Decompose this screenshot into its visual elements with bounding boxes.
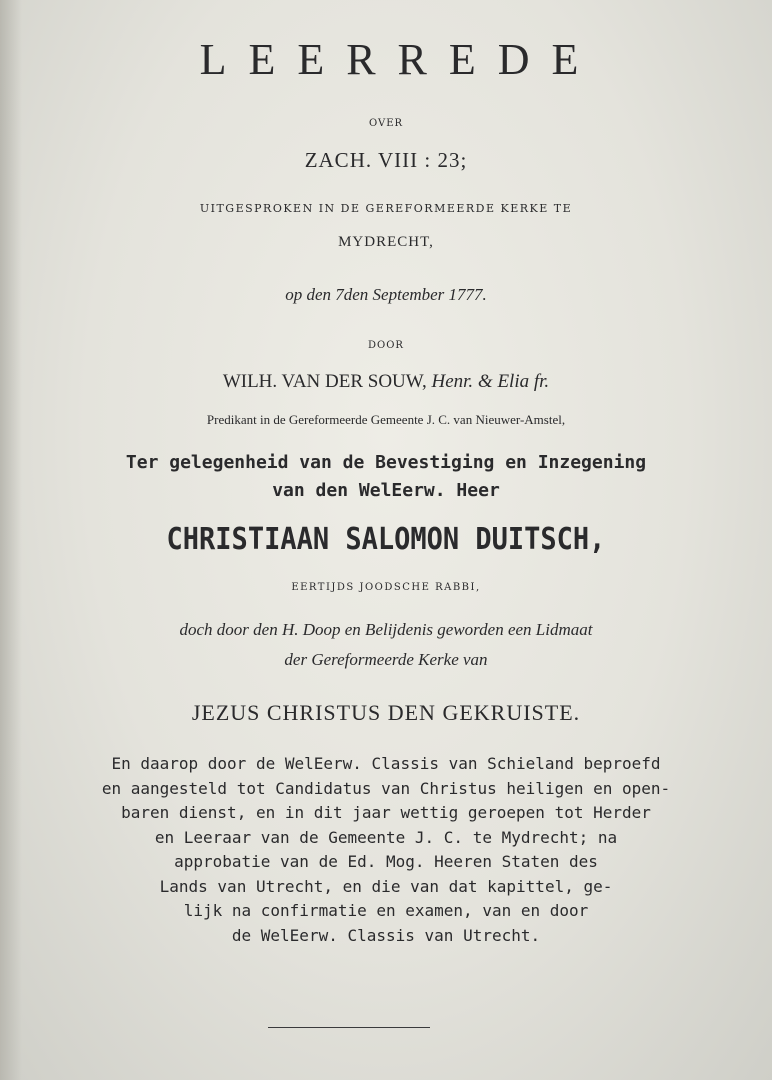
paragraph-line: approbatie van de Ed. Mog. Heeren Staten des (174, 852, 598, 871)
author-suffix: Henr. & Elia fr. (431, 371, 550, 392)
door-label: DOOR (368, 340, 404, 351)
paragraph-line: En daarop door de WelEerw. Classis van Schieland beproefd (111, 754, 661, 773)
paragraph-line: Lands van Utrecht, en die van dat kapittel, ge- (159, 876, 613, 896)
page-title: LEERREDE (199, 35, 601, 84)
paragraph-line: baren dienst, en in dit jaar wettig geroepen tot Herder (121, 803, 651, 822)
scripture-reference: ZACH. VIII : 23; (304, 148, 468, 172)
paragraph-line: lijk na confirmatie en examen, van en door (183, 901, 589, 920)
honoree-name: CHRISTIAAN SALOMON DUITSCH, (166, 522, 606, 557)
place-name: MYDRECHT, (338, 234, 434, 250)
honoree-former-title: EERTIJDS JOODSCHE RABBI, (291, 582, 481, 593)
description-paragraph (48, 752, 724, 948)
spoken-line: UITGESPROKEN IN DE GEREFORMEERDE KERKE TE (199, 202, 573, 215)
baptism-line-1: doch door den H. Doop en Belijdenis geworden een Lidmaat (179, 620, 593, 639)
author-line (0, 371, 772, 393)
over-label: OVER (368, 118, 404, 129)
occasion-line-2: van den WelEerw. Heer (272, 480, 500, 501)
author-role: Predikant in de Gereformeerde Gemeente J. C. van Nieuwer-Amstel, (206, 412, 566, 427)
occasion-line-1: Ter gelegenheid van de Bevestiging en Inzegening (125, 452, 647, 473)
author-name: WILH. VAN DER SOUW, (222, 371, 427, 392)
paragraph-line: en aangesteld tot Candidatus van Christus heiligen en open- (101, 778, 671, 798)
sermon-date: op den 7den September 1777. (285, 285, 487, 304)
christ-line: JEZUS CHRISTUS DEN GEKRUISTE. (191, 700, 581, 725)
baptism-line-2: der Gereformeerde Kerke van (284, 650, 488, 669)
paragraph-line: en Leeraar van de Gemeente J. C. te Mydrecht; na (154, 827, 618, 847)
paragraph-line: de WelEerw. Classis van Utrecht. (231, 925, 541, 945)
decorative-rule (268, 1027, 430, 1028)
